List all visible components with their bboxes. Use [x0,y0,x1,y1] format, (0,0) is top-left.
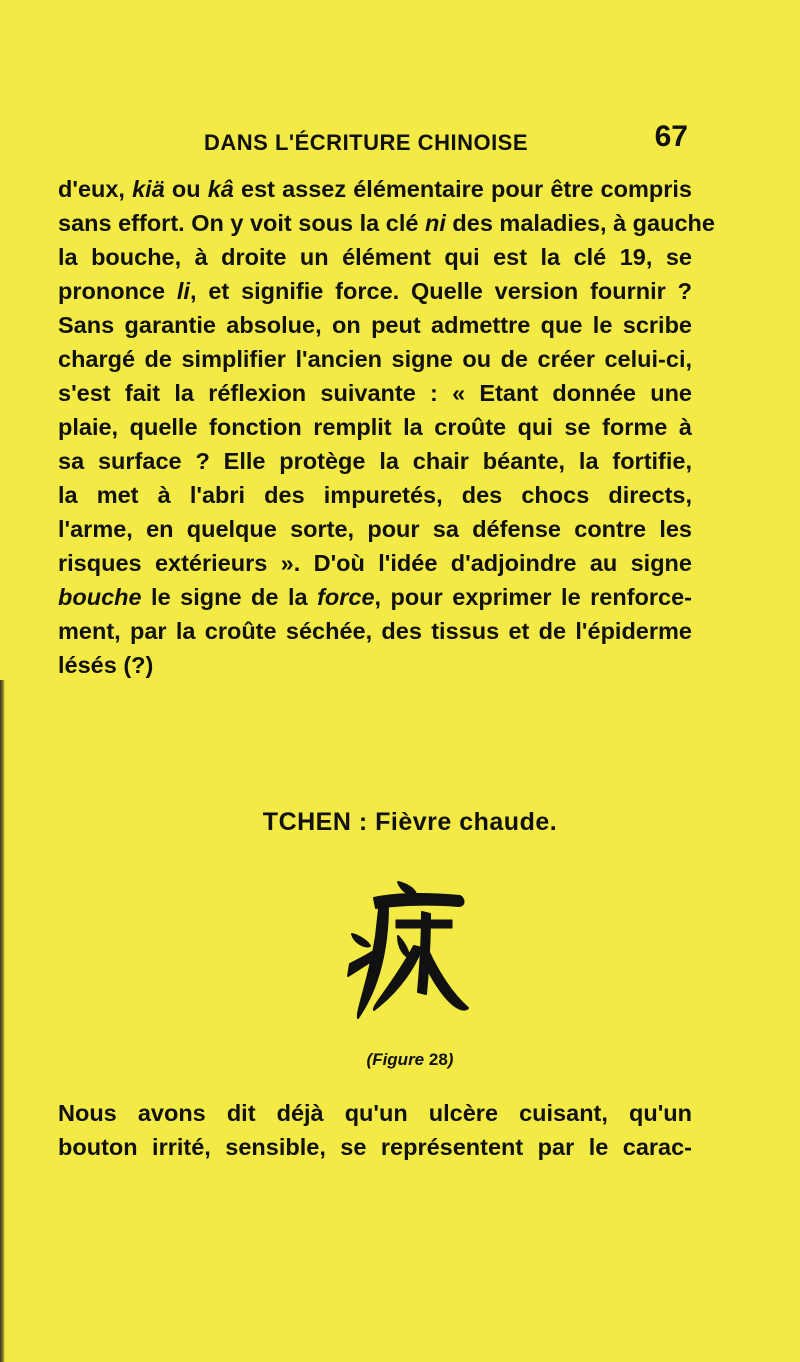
text-line: chargé de simplifier l'ancien signe ou de créer celui-ci, [58,346,692,372]
chinese-character-chen-glyph-icon [340,876,470,1026]
text-line: plaie, quelle fonction remplit la croûte qui se forme à [58,414,692,440]
italic-force: force [317,584,375,610]
text-line: ment, par la croûte séchée, des tissus et de l'épiderme [58,618,692,644]
text-line: lésés (?) [58,652,154,678]
text-line: risques extérieurs ». D'où l'idée d'adjoindre au signe [58,550,692,576]
transliteration-kia: kiä [132,176,165,202]
page-binding-edge [0,680,5,1362]
text-line: bouton irrité, sensible, se représentent par le carac- [58,1134,692,1160]
text-line: Sans garantie absolue, on peut admettre que le scribe [58,312,692,338]
transliteration-ni: ni [424,210,446,236]
text-line: s'est fait la réflexion suivante : « Etant donnée une [58,380,692,406]
section-heading: TCHEN : Fièvre chaude. [262,808,558,836]
text-line: sa surface ? Elle protège la chair béante, la fortifie, [58,448,692,474]
text-line: la bouche, à droite un élément qui est la clé 19, se [58,244,692,270]
text-line: d'eux, kiä ou kâ est assez élémentaire pour être compris [58,176,692,202]
transliteration-ka: kâ [207,176,234,202]
running-title: DANS L'ÉCRITURE CHINOISE [204,130,529,155]
figure-caption: (Figure 28) [366,1050,454,1069]
text-line: la met à l'abri des impuretés, des chocs directs, [58,482,692,508]
paragraph-1 [58,172,715,682]
text-line: bouche le signe de la force, pour exprimer le renforce- [58,584,692,610]
text-line: Nous avons dit déjà qu'un ulcère cuisant, qu'un [58,1100,692,1126]
transliteration-li: li [176,278,190,304]
text-line: sans effort. On y voit sous la clé ni des maladies, à gauche [58,210,715,236]
italic-bouche: bouche [58,584,142,610]
chen-glyph-svg [340,876,470,1026]
page-header [58,120,688,164]
text-line: l'arme, en quelque sorte, pour sa défense contre les [58,516,692,542]
paragraph-2 [58,1096,692,1164]
page-number: 67 [654,120,688,153]
text-line: prononce li, et signifie force. Quelle version fournir ? [58,278,692,304]
